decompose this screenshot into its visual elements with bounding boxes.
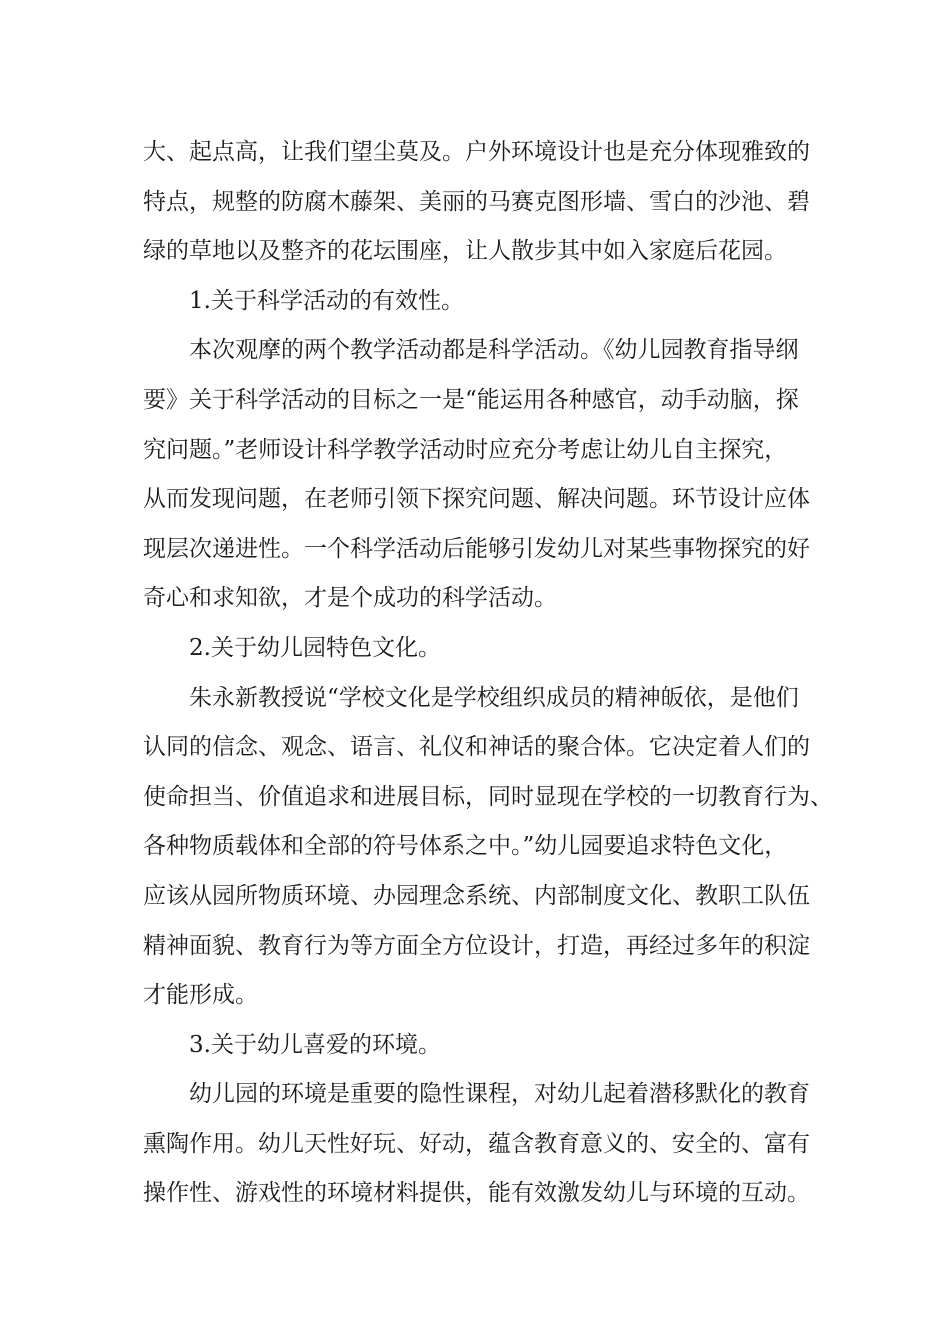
text-line: 朱永新教授说“学校文化是学校组织成员的精神皈依，是他们 xyxy=(189,684,799,711)
text-line: 本次观摩的两个教学活动都是科学活动。《幼儿园教育指导纲 xyxy=(189,337,799,364)
text-line: 幼儿园的环境是重要的隐性课程，对幼儿起着潜移默化的教育 xyxy=(189,1081,810,1108)
text-line: 各种物质载体和全部的符号体系之中。”幼儿园要追求特色文化， xyxy=(143,833,788,860)
text-line: 究问题。”老师设计科学教学活动时应充分考虑让幼儿自主探究， xyxy=(143,436,788,463)
text-line: 大、起点高，让我们望尘莫及。户外环境设计也是充分体现雅致的 xyxy=(143,139,810,165)
text-line: 精神面貌、教育行为等方面全方位设计，打造，再经过多年的积淀 xyxy=(143,932,810,959)
text-line: 熏陶作用。幼儿天性好玩、好动，蕴含教育意义的、安全的、富有 xyxy=(143,1130,810,1157)
text-line: 奇心和求知欲，才是个成功的科学活动。 xyxy=(143,585,557,612)
text-line: 才能形成。 xyxy=(143,982,258,1009)
text-line: 绿的草地以及整齐的花坛围座，让人散步其中如入家庭后花园。 xyxy=(143,238,787,265)
text-line: 现层次递进性。一个科学活动后能够引发幼儿对某些事物探究的好 xyxy=(143,535,810,562)
text-line: 要》关于科学活动的目标之一是“能运用各种感官，动手动脑，探 xyxy=(143,386,799,413)
section-heading: 1.关于科学活动的有效性。 xyxy=(189,287,464,314)
text-line: 从而发现问题，在老师引领下探究问题、解决问题。环节设计应体 xyxy=(143,486,810,513)
text-line: 认同的信念、观念、语言、礼仪和神话的聚合体。它决定着人们的 xyxy=(143,734,810,761)
text-line: 特点，规整的防腐木藤架、美丽的马赛克图形墙、雪白的沙池、碧 xyxy=(143,188,810,215)
section-heading: 3.关于幼儿喜爱的环境。 xyxy=(189,1031,441,1058)
text-line: 使命担当、价值追求和进展目标，同时显现在学校的一切教育行为、 xyxy=(143,783,833,810)
section-heading: 2.关于幼儿园特色文化。 xyxy=(189,634,441,661)
body-text xyxy=(143,128,833,1219)
text-line: 应该从园所物质环境、办园理念系统、内部制度文化、教职工队伍 xyxy=(143,882,810,909)
text-line: 操作性、游戏性的环境材料提供，能有效激发幼儿与环境的互动。 xyxy=(143,1180,810,1207)
